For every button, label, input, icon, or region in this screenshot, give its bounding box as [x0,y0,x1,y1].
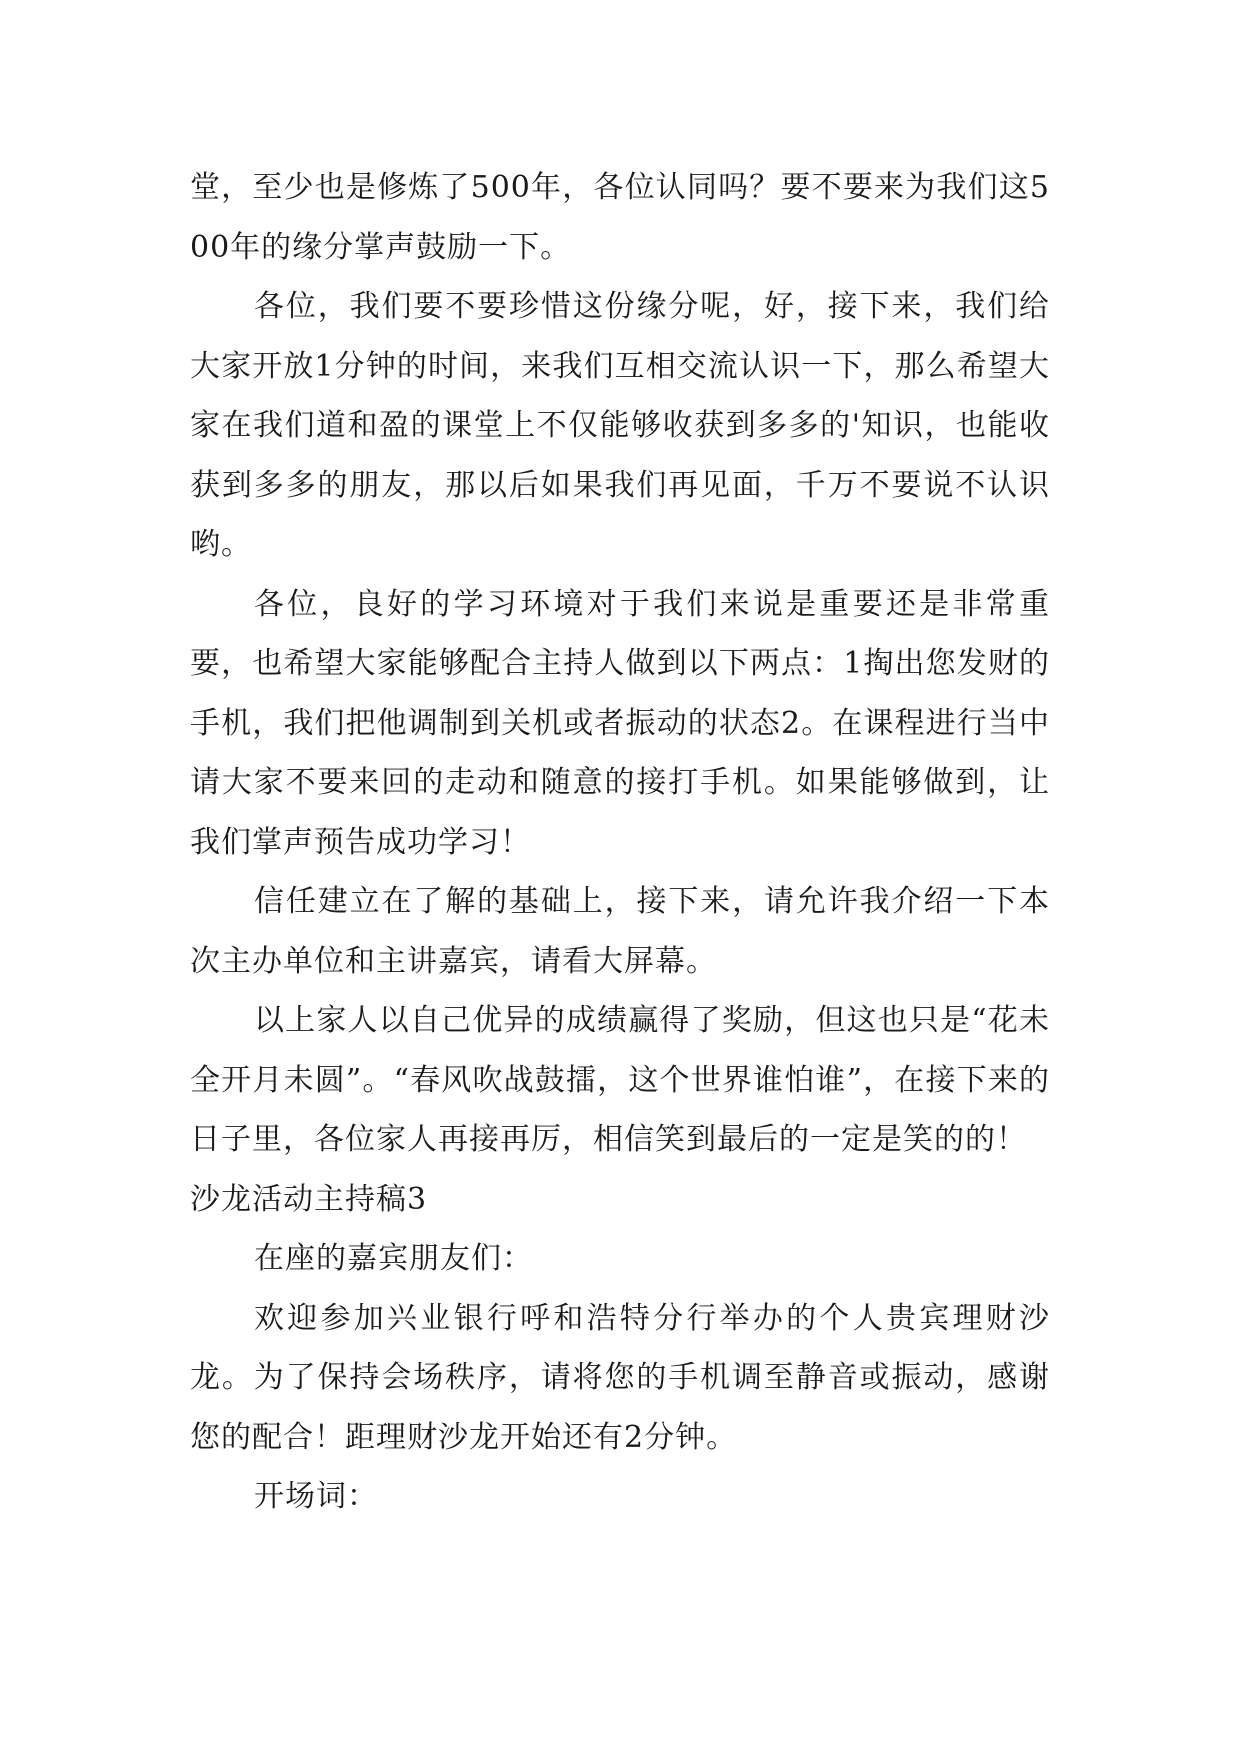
paragraph-5: 以上家人以自己优异的成绩赢得了奖励，但这也只是“花未全开月未圆”。“春风吹战鼓擂，这个世界谁怕谁”，在接下来的日子里，各位家人再接再厉，相信笑到最后的一定是笑的的！ [190,1003,1050,1157]
paragraph-greeting: 在座的嘉宾朋友们： [254,1241,533,1276]
paragraph-4: 信任建立在了解的基础上，接下来，请允许我介绍一下本次主办单位和主讲嘉宾，请看大屏幕。 [190,884,1050,979]
paragraph-welcome: 欢迎参加兴业银行呼和浩特分行举办的个人贵宾理财沙龙。为了保持会场秩序，请将您的手机调至静音或振动，感谢您的配合！距理财沙龙开始还有2分钟。 [190,1300,1050,1455]
paragraph-2: 各位，我们要不要珍惜这份缘分呢，好，接下来，我们给大家开放1分钟的时间，来我们互相交流认识一下，那么希望大家在我们道和盈的课堂上不仅能够收获到多多的'知识，也能收获到多多的朋友，那以后如果我们再见面，千万不要说不认识哟。 [190,289,1050,562]
document-body [190,158,1050,1527]
section-heading: 沙龙活动主持稿3 [190,1181,428,1217]
paragraph-opening: 开场词： [254,1479,378,1514]
paragraph-1: 堂，至少也是修炼了500年，各位认同吗？要不要来为我们这500年的缘分掌声鼓励一下。 [190,170,1050,265]
paragraph-3: 各位，良好的学习环境对于我们来说是重要还是非常重要，也希望大家能够配合主持人做到以下两点：1掏出您发财的手机，我们把他调制到关机或者振动的状态2。在课程进行当中请大家不要来回的走动和随意的接打手机。如果能够做到，让我们掌声预告成功学习！ [190,586,1050,860]
